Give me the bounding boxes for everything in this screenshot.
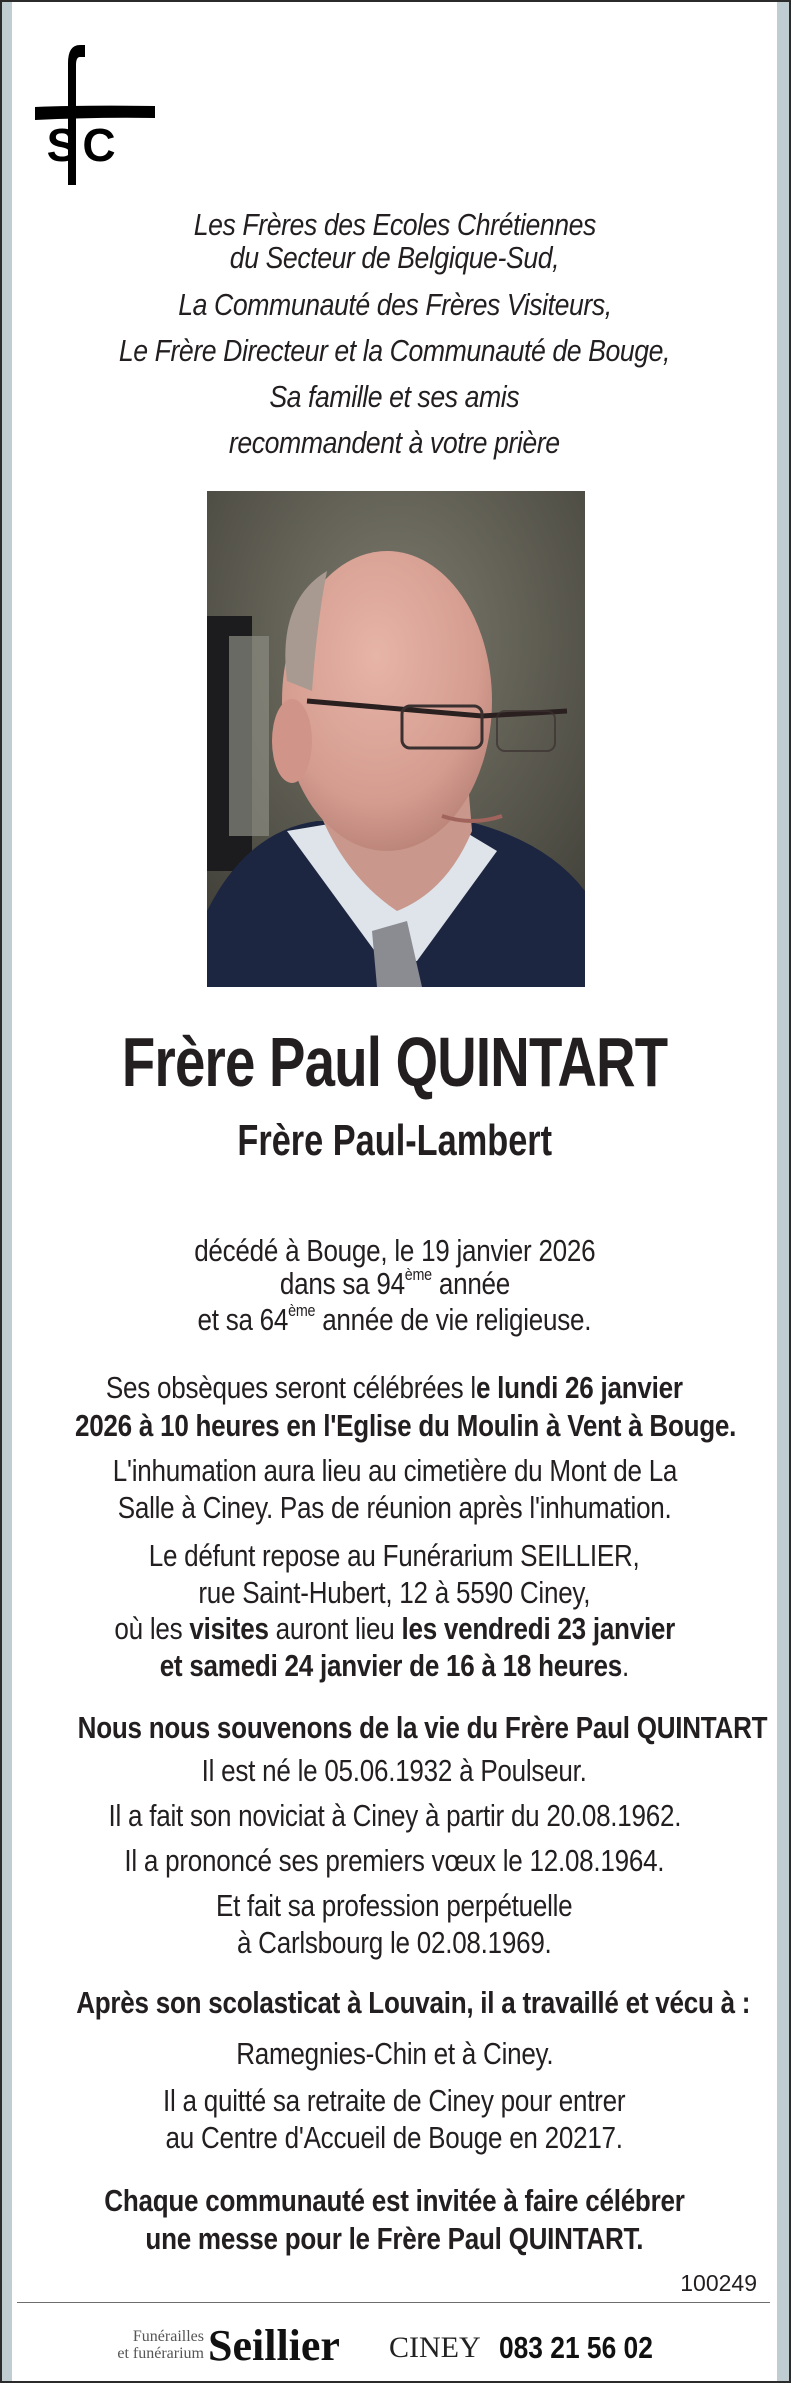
burial-line-2: Salle à Ciney. Pas de réunion après l'inhumation. [117, 1490, 672, 1525]
funeral-line-1: Ses obsèques seront célébrées le lundi 26 janvier [106, 1370, 683, 1405]
header-line: Le Frère Directeur et la Communauté de Bouge, [118, 333, 671, 368]
footer-divider [17, 2302, 770, 2303]
religious-name: Frère Paul-Lambert [237, 1116, 552, 1165]
memory-title: Nous nous souvenons de la vie du Frère Paul QUINTART [77, 1710, 768, 1745]
perpetual-vows-line-2: à Carlsbourg le 02.08.1969. [237, 1925, 552, 1960]
career-places: Ramegnies-Chin et à Ciney. [235, 2036, 554, 2071]
religious-years-line: et sa 64ème année de vie religieuse. [197, 1301, 592, 1337]
visits-line-2: et samedi 24 janvier de 16 à 18 heures. [159, 1648, 630, 1683]
header-line: recommandent à votre prière [229, 425, 560, 460]
rest-line-1: Le défunt repose au Funérarium SEILLIER, [149, 1538, 640, 1573]
funeral-home-tagline: Funérailles et funérarium [117, 2328, 204, 2362]
svg-text:S: S [46, 119, 78, 171]
portrait-photo [207, 491, 585, 987]
header-line: Les Frères des Ecoles Chrétiennes [193, 207, 596, 242]
retirement-line-1: Il a quitté sa retraite de Ciney pour entrer [163, 2083, 626, 2118]
funeral-home-phone[interactable]: 083 21 56 02 [499, 2330, 653, 2365]
retirement-line-2: au Centre d'Accueil de Bouge en 20217. [165, 2120, 624, 2155]
funeral-home-brand: Seillier [208, 2321, 340, 2370]
career-title: Après son scolasticat à Louvain, il a travaillé et vécu à : [76, 1985, 751, 2020]
death-date-line: décédé à Bouge, le 19 janvier 2026 [193, 1233, 596, 1268]
burial-line-1: L'inhumation aura lieu au cimetière du Mont de La [112, 1453, 677, 1488]
header-line: du Secteur de Belgique-Sud, [229, 240, 560, 275]
closing-line-2: une messe pour le Frère Paul QUINTART. [145, 2221, 644, 2256]
closing-line-1: Chaque communauté est invitée à faire célébrer [104, 2183, 685, 2218]
header-line: La Communauté des Frères Visiteurs, [177, 287, 612, 322]
novitiate-line: Il a fait son noviciat à Ciney à partir du 20.08.1962. [108, 1798, 681, 1833]
first-vows-line: Il a prononcé ses premiers vœux le 12.08.1964. [124, 1843, 665, 1878]
funeral-line-2: 2026 à 10 heures en l'Eglise du Moulin à Vent à Bouge. [74, 1408, 737, 1443]
sc-cross-logo-icon [35, 43, 155, 188]
funeral-home-city: CINEY [389, 2331, 481, 2364]
birth-line: Il est né le 05.06.1932 à Poulseur. [202, 1753, 587, 1788]
obituary-notice [12, 2, 777, 2381]
visits-line-1: où les visites auront lieu les vendredi 23 janvier [114, 1611, 675, 1646]
portrait-illustration [207, 491, 585, 987]
svg-text:C: C [82, 119, 116, 171]
perpetual-vows-line-1: Et fait sa profession perpétuelle [216, 1888, 573, 1923]
funeral-home-footer [12, 2321, 777, 2374]
header-line: Sa famille et ses amis [269, 379, 520, 414]
reference-number: 100249 [680, 2270, 757, 2296]
deceased-name: Frère Paul QUINTART [121, 1023, 668, 1101]
rest-line-2: rue Saint-Hubert, 12 à 5590 Ciney, [198, 1575, 591, 1610]
age-line: dans sa 94ème année [279, 1265, 510, 1301]
